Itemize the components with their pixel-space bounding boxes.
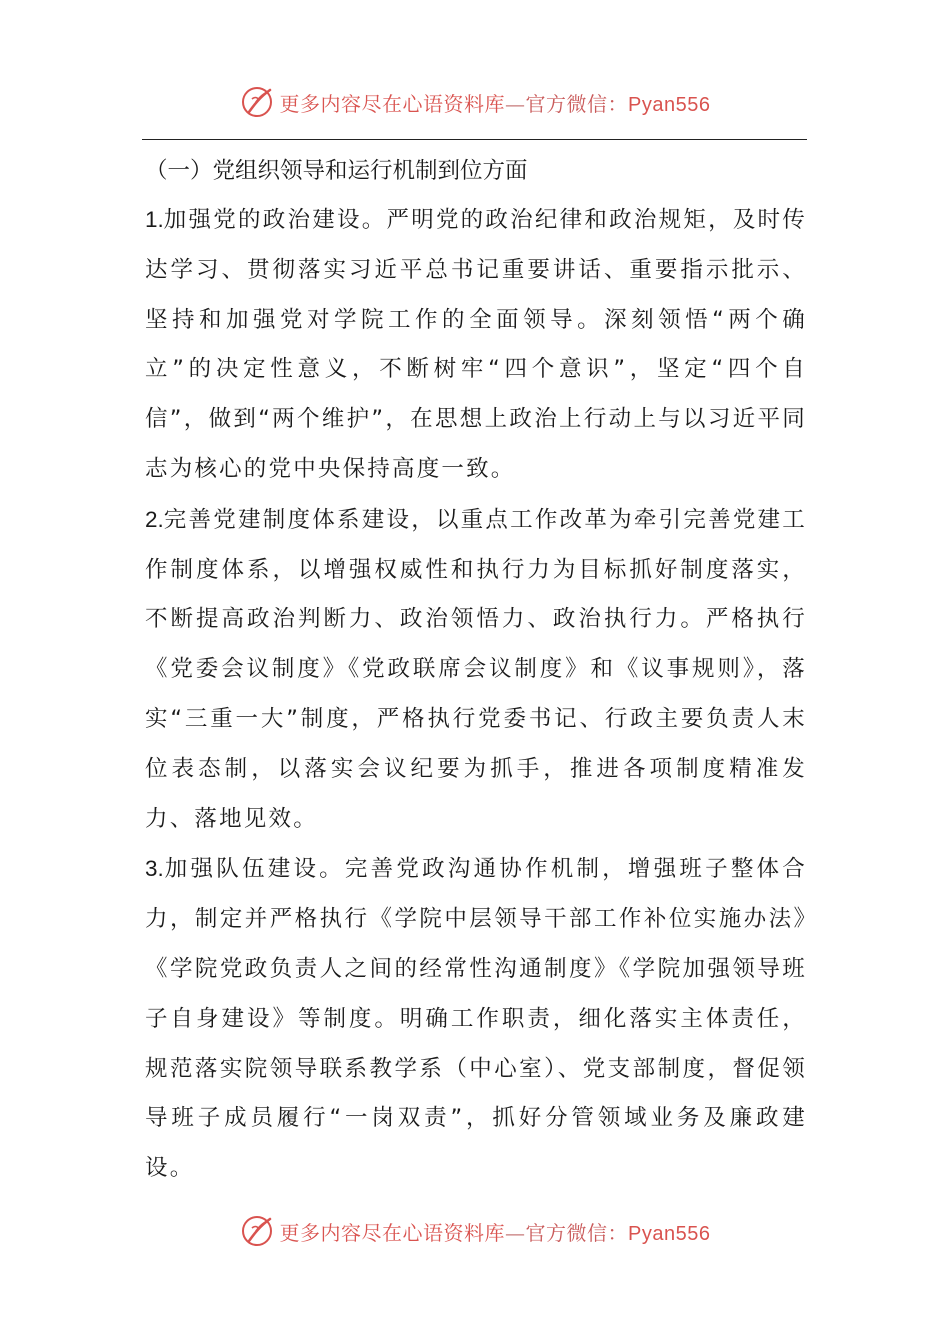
section-heading: （一）党组织领导和运行机制到位方面: [145, 158, 528, 184]
banner-brand-text: 更多内容尽在心语资料库: [279, 91, 506, 116]
banner-separator: —: [505, 1220, 526, 1245]
banner-wechat-id: Pyan556: [628, 1222, 711, 1245]
banner-official-label: 官方微信：: [525, 91, 629, 116]
paragraph-number: 3.: [145, 856, 164, 882]
footer-banner: [0, 1211, 950, 1251]
paragraph-number: 2.: [145, 506, 164, 532]
document-body: [145, 147, 807, 1194]
paragraph-text: 加强队伍建设。完善党政沟通协作机制，增强班子整体合力，制定并严格执行《学院中层领导干部工作补位实施办法》《学院党政负责人之间的经常性沟通制度》《学院加强领导班子自身建设》等制度。明确工作职责，细化落实主体责任，规范落实院领导联系教学系（中心室）、党支部制度，督促领导班子成员履行“一岗双责”，抓好分管领域业务及廉政建设。: [145, 856, 807, 1182]
paragraph-1: [145, 195, 807, 495]
header-banner: [0, 82, 950, 122]
banner-brand-text: 更多内容尽在心语资料库: [279, 1220, 506, 1245]
paragraph-3: [145, 844, 807, 1194]
banner-official-label: 官方微信：: [525, 1220, 629, 1245]
paragraph-text: 完善党建制度体系建设，以重点工作改革为牵引完善党建工作制度体系，以增强权威性和执行力为目标抓好制度落实，不断提高政治判断力、政治领悟力、政治执行力。严格执行《党委会议制度》《党政联席会议制度》和《议事规则》，落实“三重一大”制度，严格执行党委书记、行政主要负责人末位表态制，以落实会议纪要为抓手，推进各项制度精准发力、落地见效。: [145, 506, 807, 832]
banner-wechat-id: Pyan556: [628, 93, 711, 116]
paragraph-number: 1.: [145, 207, 164, 232]
paragraph-2: [145, 495, 807, 845]
paragraph-text: 加强党的政治建设。严明党的政治纪律和政治规矩，及时传达学习、贯彻落实习近平总书记重要讲话、重要指示批示、坚持和加强党对学院工作的全面领导。深刻领悟“两个确立”的决定性意义，不断树牢“四个意识”，坚定“四个自信”，做到“两个维护”，在思想上政治上行动上与以习近平同志为核心的党中央保持高度一致。: [145, 207, 807, 482]
banner-text: [280, 88, 711, 117]
quill-pen-logo-icon: [240, 1214, 274, 1248]
banner-text: [280, 1217, 711, 1246]
header-divider: [142, 139, 807, 140]
quill-pen-logo-icon: [240, 85, 274, 119]
banner-separator: —: [505, 91, 526, 116]
